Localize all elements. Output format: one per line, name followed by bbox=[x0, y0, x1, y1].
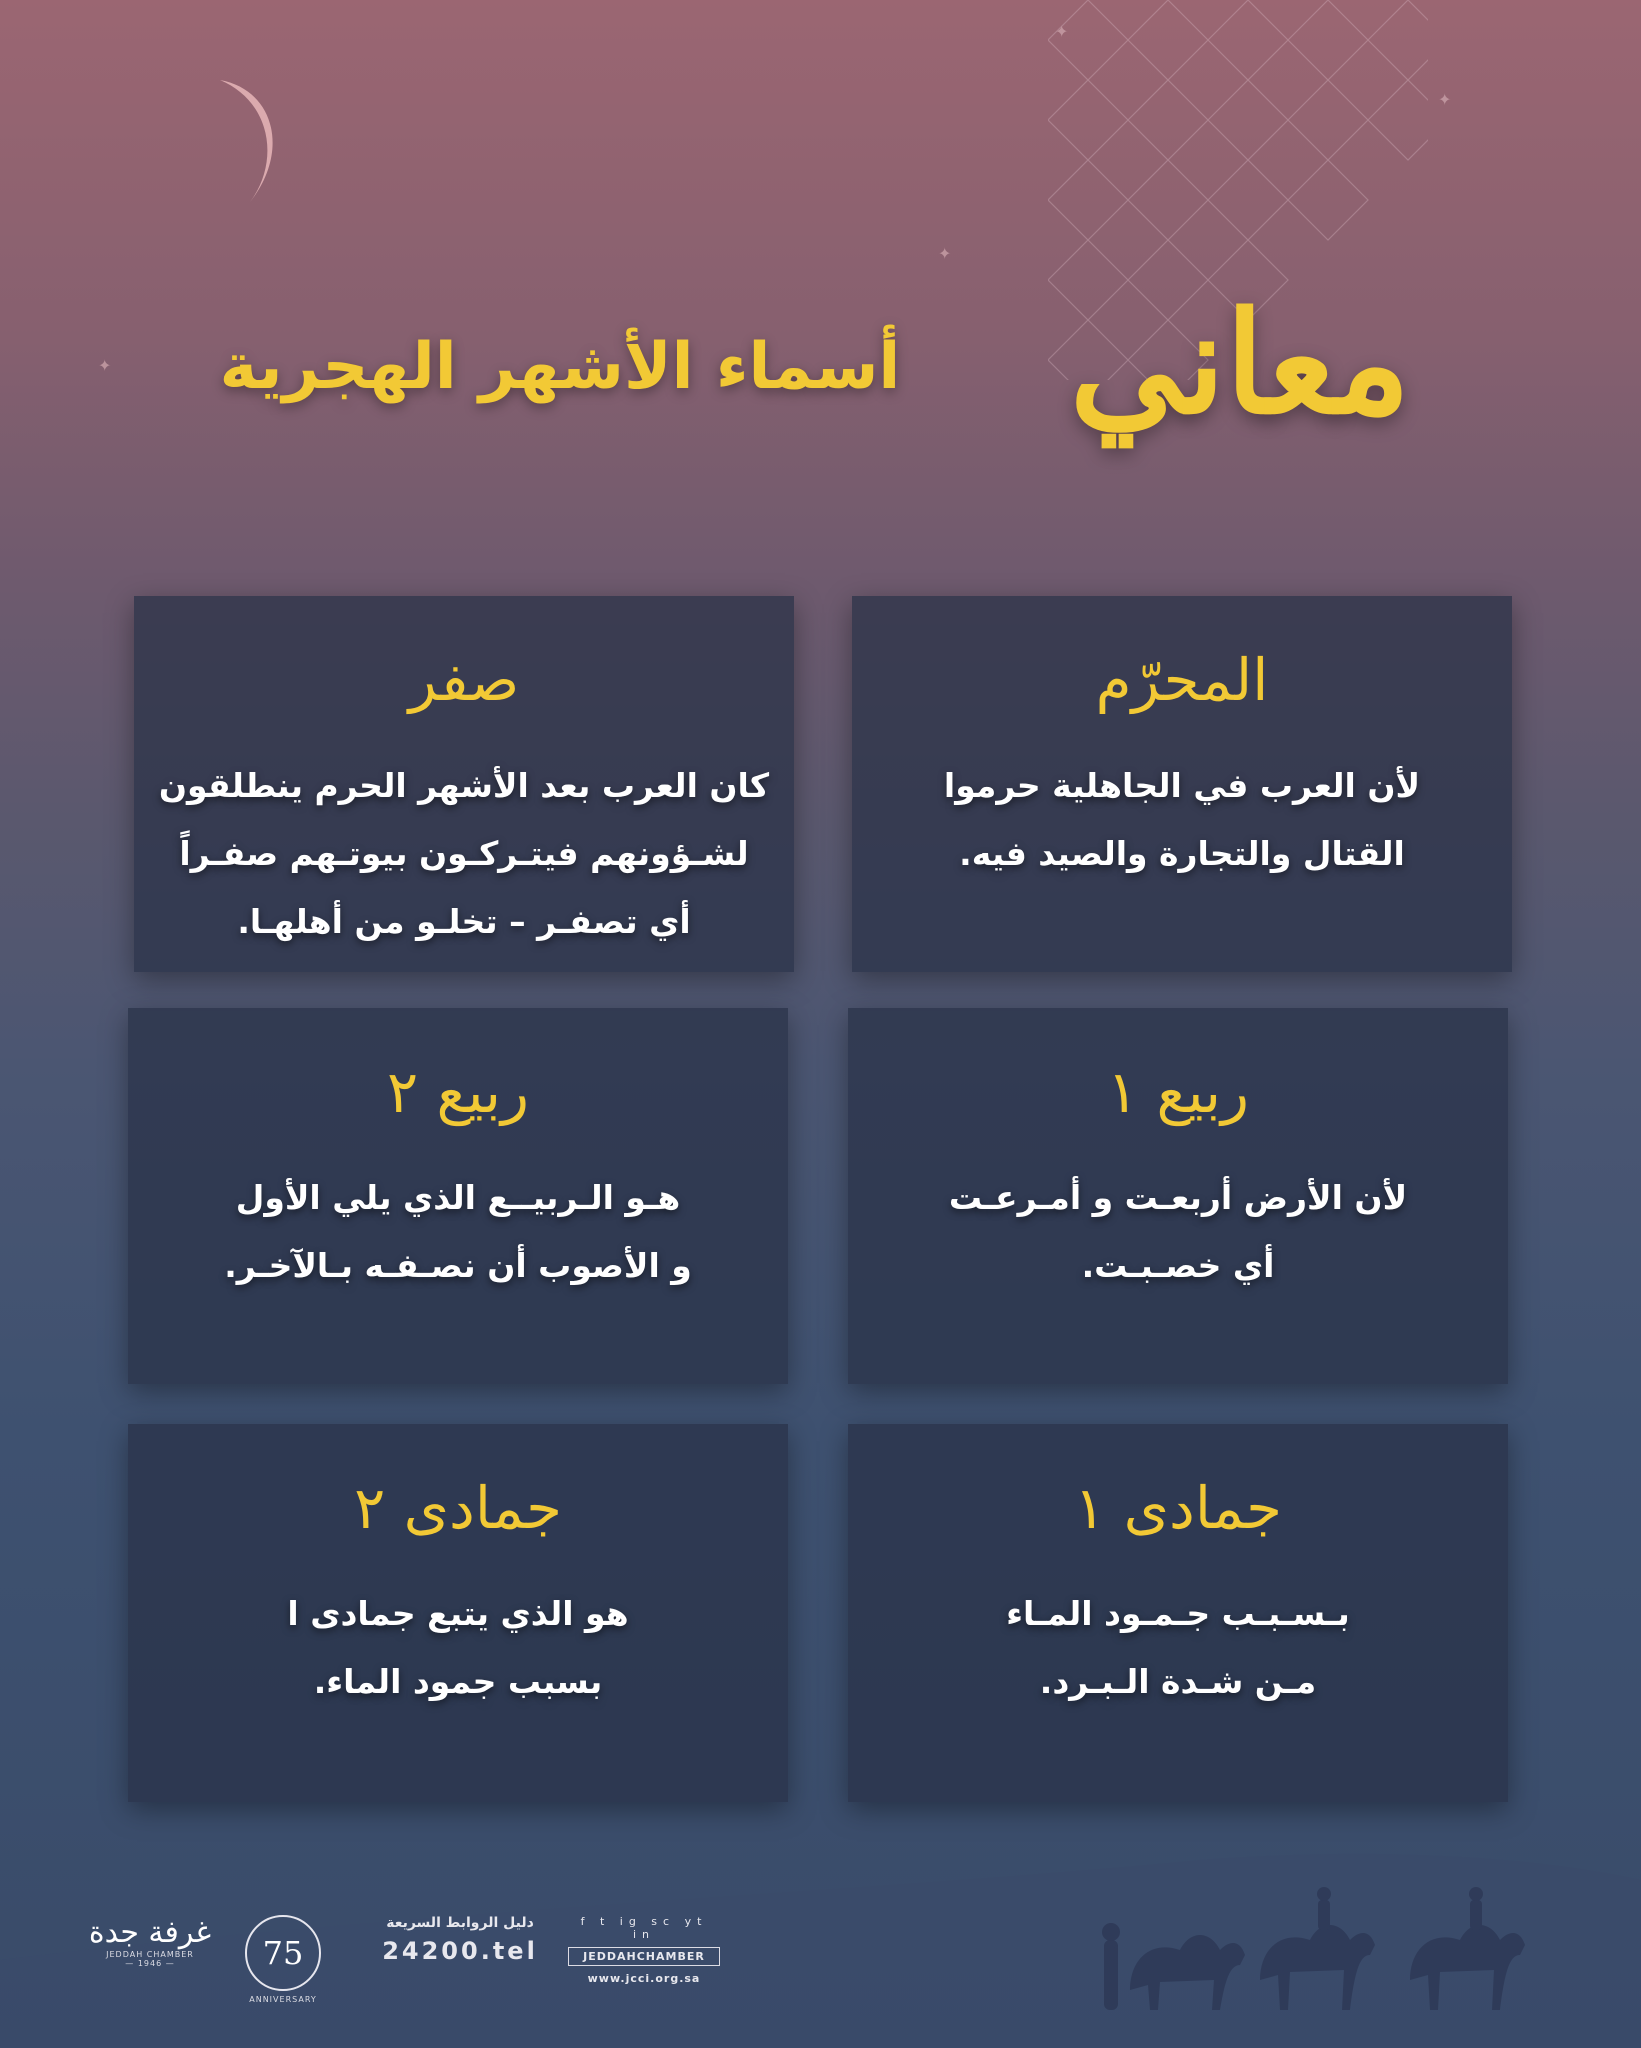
page-title: معاني bbox=[1069, 282, 1411, 446]
star-icon: ✦ bbox=[1438, 90, 1452, 109]
website-link[interactable]: www.jcci.org.sa bbox=[587, 1972, 701, 1985]
card-title: جمادى ٢ bbox=[354, 1474, 562, 1542]
jeddah-chamber-logo: غرفة جدة JEDDAH CHAMBER — 1946 — bbox=[88, 1915, 212, 1968]
crescent-moon-icon bbox=[180, 72, 310, 212]
month-card-muharram bbox=[852, 596, 1512, 972]
social-links[interactable] bbox=[568, 1915, 720, 1985]
quick-links[interactable]: دليل الروابط السريعة 24200.tel bbox=[382, 1915, 538, 1965]
month-card-safar bbox=[134, 596, 794, 972]
star-icon: ✦ bbox=[1055, 22, 1069, 41]
page-subtitle: أسماء الأشهر الهجرية bbox=[219, 330, 901, 404]
month-card-jumada-2 bbox=[128, 1424, 788, 1802]
star-icon: ✦ bbox=[938, 244, 952, 263]
card-text: كان العرب بعد الأشهر الحرم ينطلقون لشـؤونهم فيتـركـون بيوتـهم صفـراً أي تصفـر – تخلـو من أهلهـا. bbox=[158, 766, 770, 941]
star-icon: ✦ bbox=[98, 356, 112, 375]
card-text: بـسـبـب جـمـود المـاء مـن شـدة الـبـرد. bbox=[1006, 1594, 1350, 1701]
month-card-jumada-1 bbox=[848, 1424, 1508, 1802]
card-title: المحرّم bbox=[1095, 646, 1269, 714]
social-icons[interactable]: f t ig sc yt in bbox=[580, 1915, 708, 1941]
card-title: جمادى ١ bbox=[1074, 1474, 1282, 1542]
card-title: ربيع ١ bbox=[1106, 1058, 1250, 1126]
social-handle[interactable]: JEDDAHCHAMBER bbox=[568, 1947, 720, 1966]
card-text: هو الذي يتبع جمادى ا بسبب جمود الماء. bbox=[287, 1594, 629, 1701]
anniversary-logo: 75 ANNIVERSARY bbox=[238, 1915, 328, 2004]
card-title: صفر bbox=[408, 646, 520, 714]
card-text: هـو الـربيــع الذي يلي الأول و الأصوب أن نصـفـه بـالآخـر. bbox=[224, 1178, 692, 1285]
month-card-rabi-2 bbox=[128, 1008, 788, 1384]
card-title: ربيع ٢ bbox=[386, 1058, 530, 1126]
camel-caravan-icon bbox=[1090, 1870, 1570, 2030]
month-card-rabi-1 bbox=[848, 1008, 1508, 1384]
card-text: لأن الأرض أربعـت و أمـرعـت أي خصـبـت. bbox=[948, 1178, 1408, 1285]
card-text: لأن العرب في الجاهلية حرموا القتال والتجارة والصيد فيه. bbox=[943, 766, 1421, 873]
